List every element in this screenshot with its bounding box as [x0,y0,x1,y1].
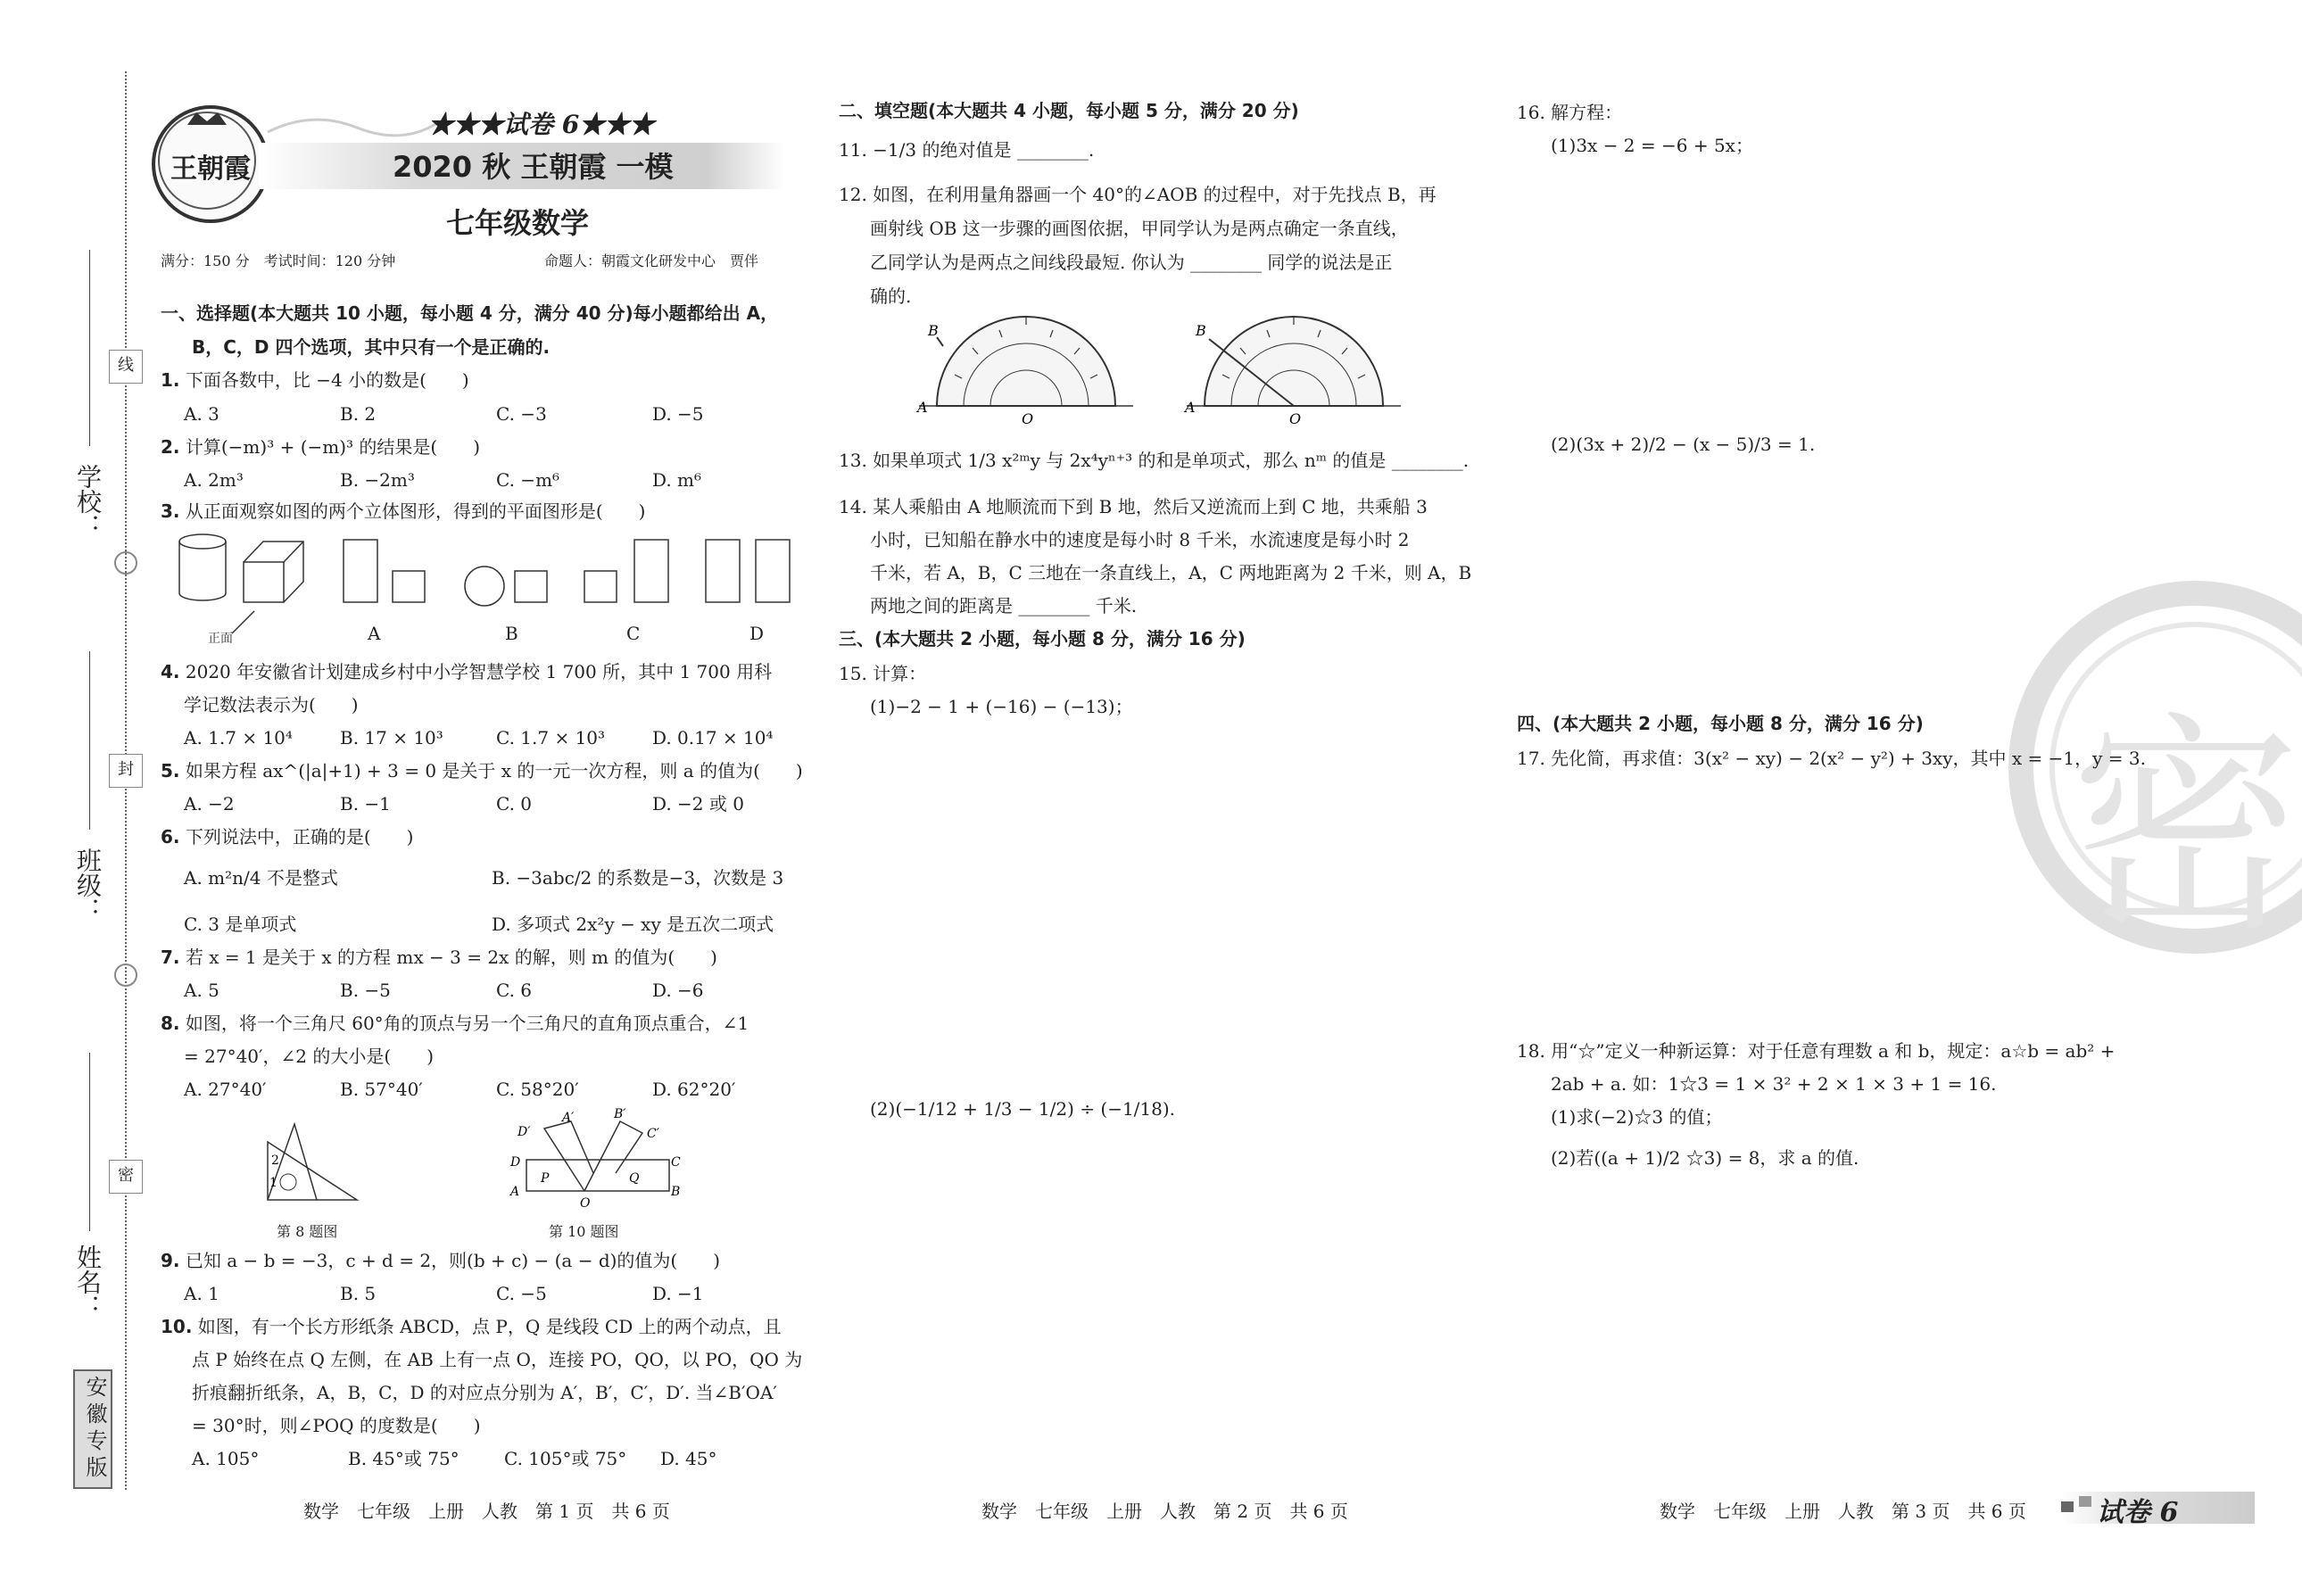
question-8-line-2: = 27°40′，∠2 的大小是( ) [184,1046,434,1067]
question-16-part-1: (1)3x − 2 = −6 + 5x； [1551,135,1753,156]
fig8-triangles [259,1120,366,1209]
question-4: 4. 2020 年安徽省计划建成乡村中小学智慧学校 1 700 所，其中 1 700 用科 [161,661,773,682]
question-10-line-4: = 30°时，则∠POQ 的度数是( ) [192,1415,481,1436]
question-12-line-2: 画射线 OB 这一步骤的画图依据，甲同学认为是两点确定一条直线， [870,218,1409,239]
subject-title: 七年级数学 [446,206,590,240]
fig8-caption: 第 8 题图 [277,1223,338,1240]
q1-options: A. 3 B. 2 C. −3 D. −5 [184,403,704,425]
question-12-line-1: 12. 如图，在利用量角器画一个 40°的∠AOB 的过程中，对于先找点 B，再 [839,184,1437,205]
svg-text:D: D [510,1155,521,1170]
corner-tag-square-icon [2079,1496,2091,1507]
svg-text:C′: C′ [647,1127,659,1141]
svg-text:B: B [671,1185,681,1199]
svg-text:C: C [671,1155,681,1170]
footer-page-1: 数学 七年级 上册 人教 第 1 页 共 6 页 [303,1501,670,1522]
section3-heading: 三、(本大题共 2 小题，每小题 8 分，满分 16 分) [839,628,1246,649]
corner-tag: 试卷 6 [2097,1497,2179,1528]
svg-text:D′: D′ [518,1125,531,1139]
q3-option-c: C [626,623,641,644]
question-15-part-1: (1)−2 − 1 + (−16) − (−13)； [870,696,1133,717]
question-12-line-4: 确的. [870,285,912,307]
question-5: 5. 如果方程 ax^(|a|+1) + 3 = 0 是关于 x 的一元一次方程，则 a 的值为( ) [161,760,803,781]
question-16-part-2: (2)(3x + 2)/2 − (x − 5)/3 = 1. [1551,434,1816,455]
school-label: 学校： [73,464,103,539]
question-18-line-2: 2ab + a. 如：1☆3 = 1 × 3² + 2 × 1 × 3 + 1 = 16. [1551,1073,1997,1095]
question-6: 6. 下列说法中，正确的是( ) [161,826,414,848]
q3-option-b: B [505,623,518,644]
svg-text:O: O [1289,410,1302,427]
question-9: 9. 已知 a − b = −3，c + d = 2，则(b + c) − (a − d)的值为( ) [161,1250,721,1271]
seal-char-mi: 密 [109,1160,143,1194]
protractor-label-a: A [917,399,928,416]
protractor-figure-left [919,312,1133,428]
question-11: 11. −1/3 的绝对值是 ________. [839,139,1095,161]
q3-figure [174,531,816,647]
section2-heading: 二、填空题(本大题共 4 小题，每小题 5 分，满分 20 分) [839,100,1299,121]
q3-option-d: D [749,623,765,644]
exam-meta-right: 命题人：朝霞文化研发中心 贾伴 [544,252,759,269]
school-line [89,250,90,446]
binding-hole-icon [114,963,137,987]
question-8: 8. 如图，将一个三角尺 60°角的顶点与另一个三角尺的直角顶点重合，∠1 [161,1013,749,1034]
question-18-part-2: (2)若((a + 1)/2 ☆3) = 8，求 a 的值. [1551,1147,1859,1169]
exam-meta-left: 满分：150 分 考试时间：120 分钟 [161,252,396,269]
svg-text:正面: 正面 [208,632,233,646]
question-14-line-3: 千米，若 A，B，C 三地在一条直线上，A，C 两地距离为 2 千米，则 A，B [870,562,1472,583]
class-line [89,651,90,830]
svg-text:1: 1 [269,1176,277,1190]
svg-text:2: 2 [271,1154,279,1168]
question-3: 3. 从正面观察如图的两个立体图形，得到的平面图形是( ) [161,500,646,522]
question-14-line-4: 两地之间的距离是 ________ 千米. [870,595,1138,616]
seal-char-feng: 封 [109,754,143,788]
question-1: 1. 下面各数中，比 −4 小的数是( ) [161,369,469,391]
q6-options-row-2: C. 3 是单项式 D. 多项式 2x²y − xy 是五次二项式 [184,914,774,935]
svg-text:A: A [510,1185,520,1199]
question-17: 17. 先化简，再求值：3(x² − xy) − 2(x² − y²) + 3xy，其中 x = −1，y = 3. [1517,748,2146,769]
name-label: 姓名： [73,1245,103,1319]
edition-label: 安徽专版 [73,1369,112,1489]
q7-options: A. 5 B. −5 C. 6 D. −6 [184,980,704,1001]
corner-tag-square-icon [2061,1501,2074,1512]
brand-name: 王朝霞 [170,153,251,185]
question-13: 13. 如果单项式 1/3 x²ᵐy 与 2x⁴yⁿ⁺³ 的和是单项式，那么 nᵐ 的值是 ________. [839,450,1470,471]
question-16: 16. 解方程： [1517,102,1623,123]
q4-options: A. 1.7 × 10⁴ B. 17 × 10³ C. 1.7 × 10³ D. 0.17 × 10⁴ [184,727,774,748]
footer-page-3: 数学 七年级 上册 人教 第 3 页 共 6 页 [1660,1501,2026,1522]
exam-title: 2020 秋 王朝霞 一模 [393,150,674,184]
question-2: 2. 计算(−m)³ + (−m)³ 的结果是( ) [161,436,481,458]
question-7: 7. 若 x = 1 是关于 x 的方程 mx − 3 = 2x 的解，则 m 的值为( ) [161,947,717,968]
watermark-text: 密 [2070,694,2302,963]
q5-options: A. −2 B. −1 C. 0 D. −2 或 0 [184,793,744,815]
protractor-label-b: B [928,322,939,339]
question-14-line-2: 小时，已知船在静水中的速度是每小时 8 千米，水流速度是每小时 2 [870,529,1410,550]
question-18-line-1: 18. 用“☆”定义一种新运算：对于任意有理数 a 和 b，规定：a☆b = ab² + [1517,1040,2116,1062]
q6-options-row-1: A. m²n/4 不是整式 B. −3abc/2 的系数是−3，次数是 3 [184,867,784,889]
svg-text:A: A [1185,399,1196,416]
brand-logo [152,105,269,223]
svg-text:Q: Q [629,1171,640,1186]
section1-heading: 一、选择题(本大题共 10 小题，每小题 4 分，满分 40 分)每小题都给出 A， [161,302,779,324]
svg-text:P: P [541,1171,550,1186]
svg-text:B: B [1196,322,1206,339]
fig10-caption: 第 10 题图 [549,1223,619,1240]
q9-options: A. 1 B. 5 C. −5 D. −1 [184,1283,704,1304]
question-14-line-1: 14. 某人乘船由 A 地顺流而下到 B 地，然后又逆流而上到 C 地，共乘船 3 [839,496,1428,517]
svg-text:A′: A′ [562,1111,575,1125]
q3-option-a: A [368,623,381,644]
q8-options: A. 27°40′ B. 57°40′ C. 58°20′ D. 62°20′ [184,1079,736,1100]
question-18-part-1: (1)求(−2)☆3 的值； [1551,1106,1723,1128]
footer-page-2: 数学 七年级 上册 人教 第 2 页 共 6 页 [981,1501,1348,1522]
name-line [89,1053,90,1231]
protractor-label-o: O [1022,410,1034,427]
question-10: 10. 如图，有一个长方形纸条 ABCD，点 P，Q 是线段 CD 上的两个动点，且 [161,1316,782,1337]
svg-text:O: O [580,1196,591,1211]
protractor-figure-right [1187,312,1401,428]
section1-heading-2: B，C，D 四个选项，其中只有一个是正确的. [192,336,551,358]
q10-options: A. 105° B. 45°或 75° C. 105°或 75° D. 45° [192,1448,717,1469]
question-4-line-2: 学记数法表示为( ) [184,694,359,715]
paper-tag: ★★★试卷 6★★★ [428,110,655,139]
fig10-paper-strip [509,1107,687,1211]
q2-options: A. 2m³ B. −2m³ C. −m⁶ D. m⁶ [184,469,702,491]
question-15: 15. 计算： [839,663,927,684]
binding-hole-icon [114,551,137,575]
question-10-line-2: 点 P 始终在点 Q 左侧，在 AB 上有一点 O，连接 PO，QO，以 PO，QO 为 [192,1349,803,1370]
class-label: 班级： [73,848,103,922]
svg-text:B′: B′ [614,1107,626,1121]
question-10-line-3: 折痕翻折纸条，A，B，C，D 的对应点分别为 A′，B′，C′，D′. 当∠B′OA′ [192,1382,777,1403]
question-12-line-3: 乙同学认为是两点之间线段最短. 你认为 ________ 同学的说法是正 [870,252,1393,273]
seal-char-xian: 线 [109,350,143,384]
question-15-part-2: (2)(−1/12 + 1/3 − 1/2) ÷ (−1/18). [870,1098,1176,1120]
section4-heading: 四、(本大题共 2 小题，每小题 8 分，满分 16 分) [1517,713,1924,734]
